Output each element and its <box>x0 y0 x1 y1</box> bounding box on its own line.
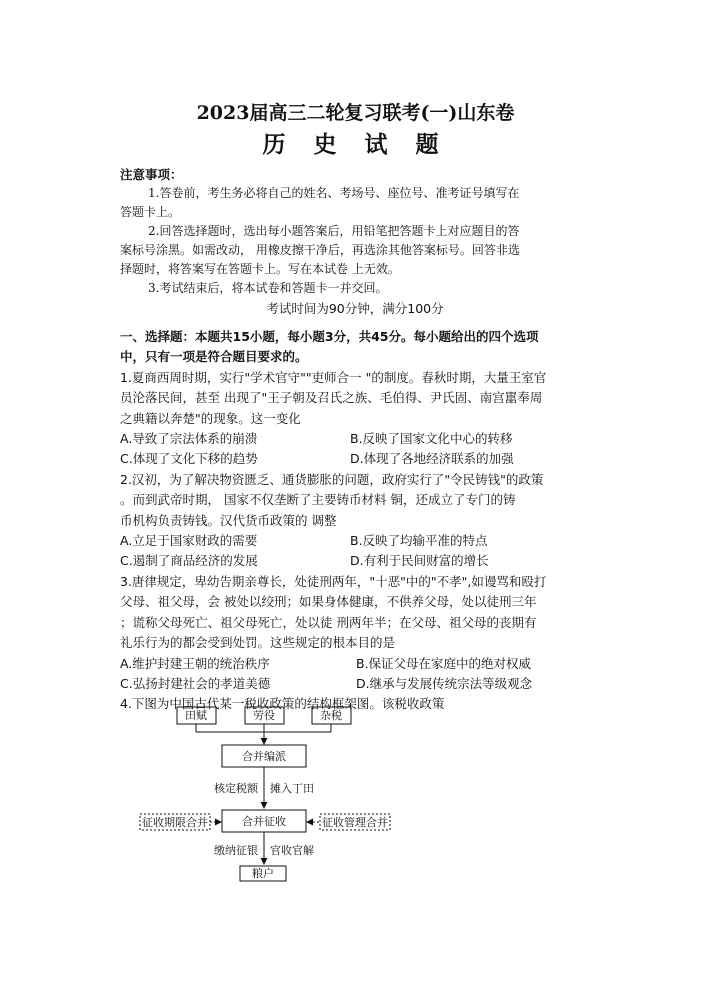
label-bottom: 粮户 <box>252 867 274 880</box>
q2-stem-1: 2.汉初，为了解决物资匮乏、通货膨胀的问题，政府实行了"令民铸钱"的政策 <box>120 471 544 487</box>
q3-option-c: C.弘扬封建社会的孝道美德 <box>120 675 271 691</box>
q1-stem-3: 之典籍以奔楚"的现象。这一变化 <box>120 410 301 426</box>
q1-option-a: A.导致了宗法体系的崩溃 <box>120 431 258 447</box>
exam-time: 考试时间为90分钟，满分100分 <box>266 301 444 316</box>
notes-heading: 注意事项： <box>120 167 183 182</box>
label-zashui: 杂税 <box>320 709 342 722</box>
q1-stem-2: 员沦落民间，甚至 出现了"王子朝及召氏之族、毛伯得、尹氏固、南宫嚚奉周 <box>120 390 543 406</box>
note-1-line-1: 1.答卷前，考生务必将自己的姓名、考场号、座位号、准考证号填写在 <box>148 186 520 200</box>
section-heading-line-1: 一、选择题：本题共15小题，每小题3分，共45分。每小题给出的四个选项 <box>120 329 539 344</box>
q1-option-c: C.体现了文化下移的趋势 <box>120 451 258 467</box>
q1-option-d: D.体现了各地经济联系的加强 <box>350 451 514 467</box>
label-merge: 合并编派 <box>242 750 286 763</box>
q1-stem-1: 1.夏商西周时期，实行"学术官守""吏师合一 "的制度。春秋时期，大量王室官 <box>120 369 547 385</box>
q2-option-d: D.有利于民间财富的增长 <box>350 553 489 569</box>
label-hedingshuie: 核定税额 <box>214 782 258 795</box>
q3-option-b: B.保证父母在家庭中的绝对权威 <box>356 655 532 671</box>
q2-option-a: A.立足于国家财政的需要 <box>120 533 258 549</box>
exam-title: 2023届高三二轮复习联考(一)山东卷 <box>196 102 515 124</box>
note-3: 3.考试结束后，将本试卷和答题卡一并交回。 <box>148 281 388 295</box>
label-jiaonazhengyin: 缴纳征银 <box>214 844 258 857</box>
q3-option-a: A.维护封建王朝的统治秩序 <box>120 655 270 671</box>
label-guanshouguanjie: 官收官解 <box>270 844 314 857</box>
subject-title: 历 史 试 题 <box>262 131 449 158</box>
q1-option-b: B.反映了国家文化中心的转移 <box>350 431 513 447</box>
q3-stem-2: 父母、祖父母，会 被处以绞刑；如果身体健康，不供养父母，处以徒刑三年 <box>120 594 537 610</box>
note-2-line-3: 择题时，将答案写在答题卡上。写在本试卷 上无效。 <box>120 262 400 276</box>
label-collect: 合并征收 <box>242 815 286 828</box>
note-2-line-2: 案标号涂黑。如需改动， 用橡皮擦干净后，再选涂其他答案标号。回答非选 <box>120 243 520 257</box>
q4-stem-1: 4.下图为中国古代某一税收政策的结构框架图。该税收政策 <box>120 696 445 712</box>
q3-stem-4: 礼乐行为的都会受到处罚。这些规定的根本目的是 <box>120 635 396 651</box>
q3-stem-1: 3.唐律规定，卑幼告期亲尊长，处徒刑两年，"十恶"中的"不孝",如谩骂和殴打 <box>120 573 547 589</box>
label-tanrudingtian: 摊入丁田 <box>270 782 314 795</box>
q2-stem-3: 币机构负责铸钱。汉代货币政策的 调整 <box>120 512 337 528</box>
q3-stem-3: ；谎称父母死亡、祖父母死亡，处以徒 刑两年半；在父母、祖父母的丧期有 <box>120 614 537 630</box>
label-side-right: 征收管理合并 <box>322 816 388 829</box>
note-1-line-2: 答题卡上。 <box>120 205 181 219</box>
label-laoyi: 劳役 <box>253 709 275 722</box>
q2-option-c: C.遏制了商品经济的发展 <box>120 553 258 569</box>
q2-stem-2: 。而到武帝时期， 国家不仅垄断了主要铸币材料 铜，还成立了专门的铸 <box>120 492 516 508</box>
section-heading-line-2: 中，只有一项是符合题目要求的。 <box>120 349 308 365</box>
note-2-line-1: 2.回答选择题时，选出每小题答案后，用铅笔把答题卡上对应题目的答 <box>148 224 520 238</box>
q3-option-d: D.继承与发展传统宗法等级观念 <box>356 675 533 691</box>
label-tianfu: 田赋 <box>185 709 207 722</box>
q2-option-b: B.反映了均输平准的特点 <box>350 533 488 549</box>
label-side-left: 征收期限合并 <box>142 816 208 829</box>
